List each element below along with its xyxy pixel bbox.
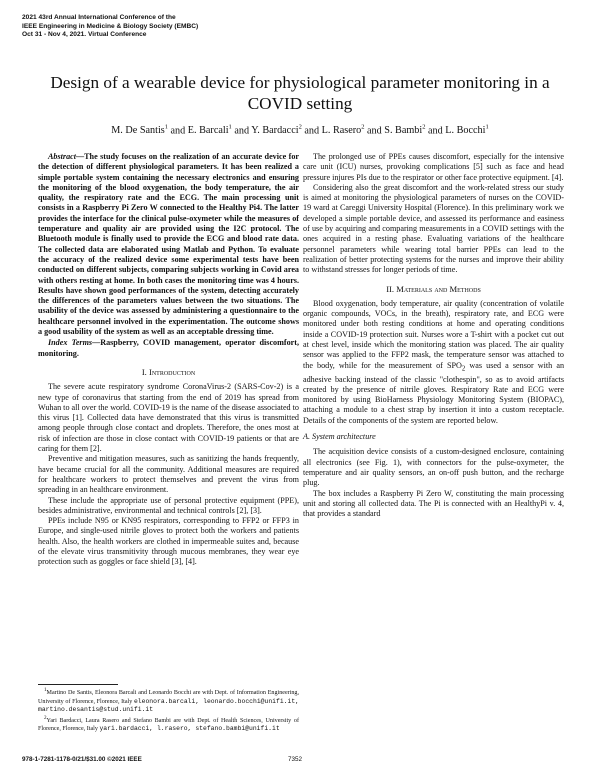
- right-column: [303, 152, 564, 519]
- footnotes: [38, 684, 299, 734]
- footnote-divider: [38, 684, 118, 685]
- paragraph: These include the appropriate use of personal protective equipment (PPE), besides administrative, environmental and technical controls [2], [3].: [38, 495, 299, 515]
- paragraph: The box includes a Raspberry Pi Zero W, constituting the main processing unit and storing all collected data. The Pi is connected with an HealthyPi v. 4, that provides a standard: [303, 488, 564, 519]
- author-list: M. De Santis$^1$ and E. Barcali$^1$ and Y. Bardacci$^2$ and L. Rasero$^2$ and S. Bambi$^2$ and L. Bocchi$^1$: [111, 124, 489, 137]
- conference-line-1: 2021 43rd Annual International Conference of the: [22, 14, 176, 21]
- abstract-text: The study focuses on the realization of an accurate device for the detection of different physiological parameters. It has been realized a simple portable system containing the necessary electronics and ensuring the monitoring of the blood oxygenation, the body temperature, the air quality, the respiratory rate and the ECG. The main processing unit consists in a Raspberry Pi Zero W connected to the Healthy Pi4. The latter provides the interface for the clinical pulse-oxymeter while the measures of temperature and quality air are provided using the I2C protocol. The Bluetooth module is finally used to provide the ECG and blood rate data. The collected data are elaborated using Matlab and Python. To evaluate the accuracy of the realized device some experimental tests have been conducted on different subjects, comparing subjects working in Covid area with others resting at home. In both cases the monitoring time was 4 hours. Results have shown good performances of the system, detecting accurately the differences of the parameters values between the two situations. The usability of the device was assessed by administering a questionnaire to the healthcare personnel involved in the experimentation. The outcome shows a good usability of the system as well as an acceptable dressing time.: [38, 152, 299, 337]
- section-heading-introduction: I. Introduction: [141, 366, 196, 377]
- left-column: [38, 152, 299, 568]
- footnote-1: $^1$Martino De Santis, Eleonora Barcali and Leonardo Bocchi are with Dept. of Information Engineering, University of Florence, Florence, Italy eleonora.barcali, leonardo.bocchi@unifi.it, martino.desantis@stud.unifi.it: [38, 687, 300, 714]
- isbn-footer: 978-1-7281-1178-0/21/$31.00 ©2021 IEEE: [22, 756, 142, 763]
- footnote-1-emails: eleonora.barcali, leonardo.bocchi@unifi.it, martino.desantis@stud.unifi.it: [38, 697, 300, 714]
- conference-line-2: IEEE Engineering in Medicine & Biology Society (EMBC): [22, 22, 199, 30]
- index-terms-label: Index Terms: [48, 338, 93, 348]
- author: S. Bambi$^2$: [384, 124, 426, 137]
- paragraph: Preventive and mitigation measures, such as sanitizing the hands frequently, have became crucial for all the community. Additional measures are required for healthcare workers to protect themselves and prevent the virus from spreading in an healthcare environment.: [38, 454, 299, 495]
- paragraph: The severe acute respiratory syndrome CoronaVirus-2 (SARS-Cov-2) is a new type of coronavirus that starting from the end of 2019 has spread from Wuhan to all over the world. COVID-19 is the name of the disease associated to this virus [1]. Collected data have demonstrated that this virus is transmitted among people through close contact and droplets. Therefore, the ones most at risk of infection are those in close contact with COVID-19 patients or that are caring for them [2].: [38, 382, 299, 454]
- paragraph: The prolonged use of PPEs causes discomfort, especially for the intensive care unit (ICU) nurses, provoking complications [5] such as face and head pressure injures PIs due to the respirator or other face protective equipment. [4].: [303, 152, 564, 182]
- paper-title: Design of a wearable device for physiological parameter monitoring in a COVID setting: [50, 73, 550, 113]
- author: L. Bocchi$^1$: [445, 124, 489, 137]
- author: E. Barcali$^1$: [187, 124, 232, 137]
- conference-line-3: Oct 31 - Nov 4, 2021. Virtual Conference: [22, 31, 147, 39]
- paragraph: Blood oxygenation, body temperature, air quality (concentration of volatile organic compounds, VOCs, in the breath), respiratory rate, and ECG were monitored under both resting conditions at home and operating conditions inside a COVID-19 protection suit. Nurses wore a T-shirt with a pocket cut out at chest level, inside which the monitoring station was placed. The air quality sensor was applied to the FFP2 mask, the temperature sensor was attached to the body, while for the measurement of $SPO_2$ was used a sensor with an adhesive backing instead of the classic "clothespin", so as to avoid artifacts created by the presence of nitrile gloves. Respiratory Rate and ECG were monitored by using BioHarness Physiology Monitoring System (BIOPAC), attaching a module to a chest strap by insertion it into a custom receptacle. Details of the components of the system are reported below.: [303, 298, 565, 425]
- paragraph: PPEs include N95 or KN95 respirators, corresponding to FFP2 or FFP3 in Europe, and single-used nitrile gloves to protect both the workers and patients health. Also, the health workers are clothed in impermeable suites and, because of the elevate virus transmitivity through mucous membranes, they wear eye protection such as goggles or face shield [3], [4].: [38, 516, 299, 567]
- author: L. Rasero$^2$: [321, 124, 365, 137]
- paragraph: The acquisition device consists of a custom-designed enclosure, containing all electronics (see Fig. 1), with connectors for the pulse-oxymeter, the temperature and air quality sensors, an on-off push button, and the recharge plug.: [303, 447, 564, 488]
- abstract-label: Abstract: [48, 152, 76, 161]
- index-terms: Index Terms—Raspberry, COVID management, operator discomfort, monitoring.: [38, 338, 299, 358]
- footnote-2-emails: yari.bardacci, l.rasero, stefano.bambi@unifi.it: [99, 725, 280, 733]
- paragraph: Considering also the great discomfort and the work-related stress our study is aimed at monitoring the physiological parameters of nurses on the COVID-19 ward at Careggi University Hospital (Florence). In this preliminary work we developed a simple portable device, and assessed its performance and easiness of use by acquiring and comparing measurements in a COVID settings with the ones acquired in a resting phase. Evaluating variations of the healthcare personnel parameters while wearing total barrier PPEs can lead to the realization of better protecting systems for the nurses and improve their ability to withstand stresses for longer periods of time.: [303, 182, 564, 275]
- author: M. De Santis$^1$: [111, 124, 168, 137]
- page-number: 7352: [288, 756, 303, 763]
- index-terms-text: Raspberry, COVID management, operator discomfort, monitoring.: [38, 338, 299, 358]
- conference-header: [22, 14, 198, 40]
- subsection-heading: A. System architecture: [303, 432, 376, 442]
- footnote-2: $^2$Yari Bardacci, Laura Rasero and Stefano Bambi are with Dept. of Health Sciences, University of Florence, Florence, Italy yari.bardacci, l.rasero, stefano.bambi@unifi.it: [38, 714, 299, 733]
- author: Y. Bardacci$^2$: [251, 124, 302, 137]
- abstract: Abstract—The study focuses on the realization of an accurate device for the detection of different physiological parameters. It has been realized a simple portable system containing the necessary electronics and ensuring the monitoring of the blood oxygenation, the body temperature, the air quality, the respiratory rate and the ECG. The main processing unit consists in a Raspberry Pi Zero W connected to the Healthy Pi4. The latter provides the interface for the clinical pulse-oxymeter while the measures of temperature and quality air are provided using the I2C protocol. The Bluetooth module is finally used to provide the ECG and blood rate data. The collected data are elaborated using Matlab and Python. To evaluate the accuracy of the realized device some experimental tests have been conducted on different subjects, comparing subjects working in Covid area with others resting at home. In both cases the monitoring time was 4 hours. Results have shown good performances of the system, detecting accurately the differences of the parameters values between the two situations. The usability of the device was assessed by administering a questionnaire to the healthcare personnel involved in the experimentation. The outcome shows a good usability of the system as well as an acceptable dressing time.: [38, 152, 299, 337]
- section-heading-methods: II. Materials and Methods: [386, 283, 481, 294]
